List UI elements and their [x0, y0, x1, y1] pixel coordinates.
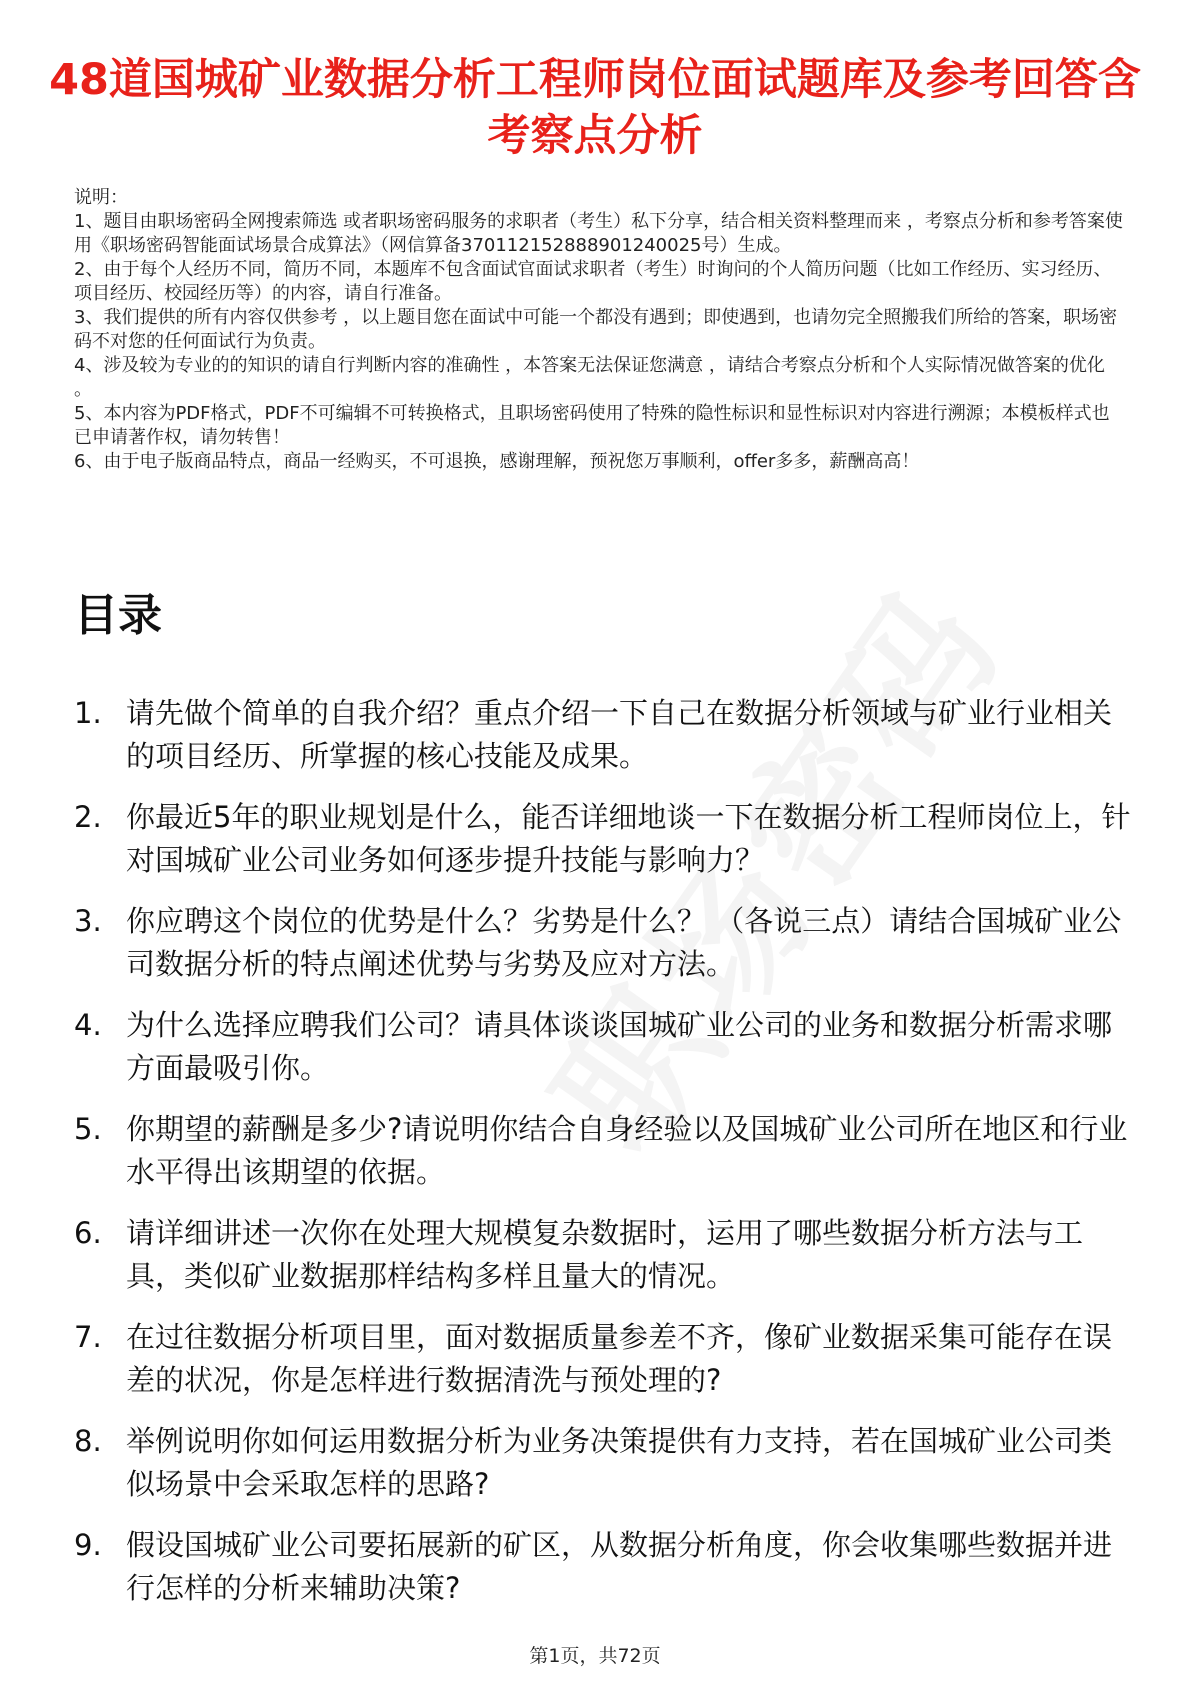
toc-item-number: 8.: [74, 1424, 102, 1458]
toc-item-number: 7.: [74, 1320, 102, 1354]
toc-item-number: 1.: [74, 696, 102, 730]
toc-item-text: 请详细讲述一次你在处理大规模复杂数据时，运用了哪些数据分析方法与工具，类似矿业数据那样结构多样且量大的情况。: [126, 1216, 1084, 1293]
toc-item: [74, 1316, 1134, 1420]
toc-item: [74, 1524, 1134, 1628]
note-item: 5、本内容为PDF格式，PDF不可编辑不可转换格式，且职场密码使用了特殊的隐性标识和显性标识对内容进行溯源；本模板样式也已申请著作权，请勿转售！: [74, 403, 1110, 448]
toc-item: [74, 900, 1134, 1004]
toc-item-number: 5.: [74, 1112, 102, 1146]
note-item: 2、由于每个人经历不同，简历不同，本题库不包含面试官面试求职者（考生）时询问的个人简历问题（比如工作经历、实习经历、项目经历、校园经历等）的内容，请自行准备。: [74, 259, 1112, 304]
toc-item-text: 请先做个简单的自我介绍？重点介绍一下自己在数据分析领域与矿业行业相关的项目经历、所掌握的核心技能及成果。: [126, 696, 1113, 773]
notes-section: [74, 186, 1124, 474]
toc-item-number: 3.: [74, 904, 102, 938]
page-footer: 第1页，共72页: [529, 1645, 661, 1667]
toc-heading: 目录: [74, 590, 162, 641]
toc-item: [74, 796, 1134, 900]
toc-item: [74, 1420, 1134, 1524]
toc-item-number: 6.: [74, 1216, 102, 1250]
toc-list: [74, 692, 1134, 1628]
toc-item-text: 为什么选择应聘我们公司？请具体谈谈国城矿业公司的业务和数据分析需求哪方面最吸引你。: [126, 1008, 1113, 1085]
toc-item: [74, 692, 1134, 796]
toc-item: [74, 1004, 1134, 1108]
note-item: 1、题目由职场密码全网搜索筛选 或者职场密码服务的求职者（考生）私下分享，结合相关资料整理而来 ，考察点分析和参考答案使用《职场密码智能面试场景合成算法》（网信算备370112152888901240025号）生成。: [74, 211, 1123, 256]
document-title: 48道国城矿业数据分析工程师岗位面试题库及参考回答含考察点分析: [49, 55, 1141, 161]
toc-item-text: 举例说明你如何运用数据分析为业务决策提供有力支持，若在国城矿业公司类似场景中会采取怎样的思路?: [126, 1424, 1113, 1501]
toc-item-number: 9.: [74, 1528, 102, 1562]
toc-item: [74, 1212, 1134, 1316]
toc-item-text: 你应聘这个岗位的优势是什么？劣势是什么？ （各说三点）请结合国城矿业公司数据分析的特点阐述优势与劣势及应对方法。: [126, 904, 1122, 981]
toc-item-text: 你期望的薪酬是多少?请说明你结合自身经验以及国城矿业公司所在地区和行业水平得出该期望的依据。: [126, 1112, 1128, 1189]
toc-item-text: 你最近5年的职业规划是什么，能否详细地谈一下在数据分析工程师岗位上，针对国城矿业公司业务如何逐步提升技能与影响力？: [126, 800, 1131, 877]
toc-item-text: 在过往数据分析项目里，面对数据质量参差不齐，像矿业数据采集可能存在误差的状况，你是怎样进行数据清洗与预处理的?: [126, 1320, 1113, 1397]
toc-item-text: 假设国城矿业公司要拓展新的矿区，从数据分析角度，你会收集哪些数据并进行怎样的分析来辅助决策?: [126, 1528, 1113, 1605]
notes-heading: 说明：: [74, 187, 128, 208]
toc-item: [74, 1108, 1134, 1212]
note-item: 4、涉及较为专业的的知识的请自行判断内容的准确性 ，本答案无法保证您满意 ，请结合考察点分析和个人实际情况做答案的优化 。: [74, 355, 1105, 400]
note-item: 3、我们提供的所有内容仅供参考 ，以上题目您在面试中可能一个都没有遇到；即使遇到，也请勿完全照搬我们所给的答案，职场密码不对您的任何面试行为负责。: [74, 307, 1118, 352]
toc-item-number: 4.: [74, 1008, 102, 1042]
note-item: 6、由于电子版商品特点，商品一经购买，不可退换，感谢理解，预祝您万事顺利，offer多多，薪酬高高！: [74, 451, 920, 472]
toc-item-number: 2.: [74, 800, 102, 834]
